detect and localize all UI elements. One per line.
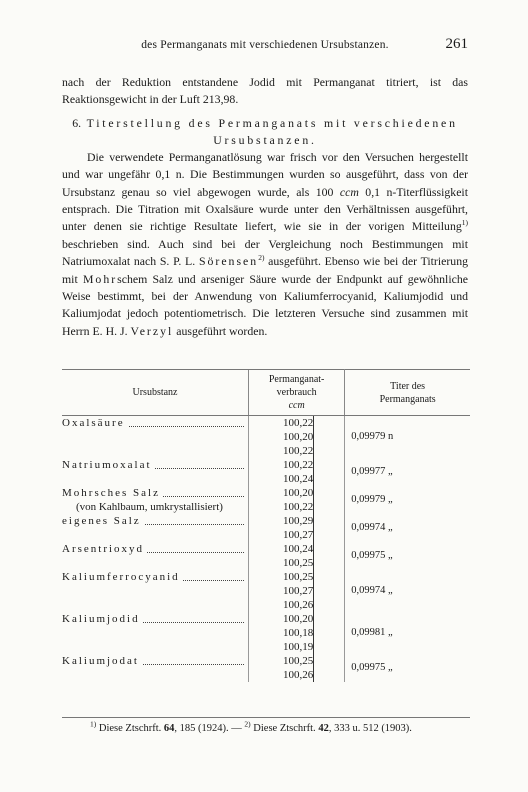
footnotes	[90, 719, 412, 736]
value-cell: 100,25	[283, 655, 314, 667]
paragraph-main	[62, 149, 468, 340]
unit-ccm: ccm	[339, 184, 359, 199]
titer-cell: 0,09979 n	[351, 431, 394, 442]
table-row	[62, 458, 470, 486]
value-cell: 100,24	[283, 473, 314, 485]
table-row	[62, 514, 470, 542]
value-cell: 100,27	[283, 585, 314, 597]
value-group	[249, 612, 314, 654]
footnote-2-rest: , 333 u. 512 (1903).	[328, 723, 412, 734]
table-row	[62, 486, 470, 514]
section-heading	[62, 115, 468, 132]
value-cell: 100,18	[283, 627, 314, 639]
header-unit: ccm	[288, 400, 305, 411]
text-run: ausgeführt. Ebenso wie bei der Titrierung mit	[62, 254, 468, 286]
footnote-1-volume: 64	[163, 723, 175, 734]
text-run: Die verwendete Permanganatlösung war frisch vor den Versuchen hergestellt und war ungefähr 0,1 n. Die Bestimmungen wurden so ausgeführt, dass von der Ursubstanz genau so viel abgewogen wurde, als	[62, 149, 468, 199]
text-run: schem Salz und arseniger Säure wurde der Endpunkt auf gewöhnliche Weise bestimmt, bei der Anwendung von Kaliumferrocyanid, Kaliumjodid und Kaliumjodat jedoch potentiometrisch. Die letzteren Versuche sind zusammen mit Herrn E. H. J.	[62, 271, 468, 338]
section-heading-line1: Titerstellung des Permanganats mit verschiedenen	[86, 115, 458, 130]
header-titer: Titer des Permanganats	[345, 370, 470, 416]
author-name: Sörensen	[198, 254, 259, 269]
substance-name: Oxalsäure	[62, 416, 248, 430]
footnote-ref-2[interactable]: 2)	[258, 253, 265, 263]
footnote-mark-2: 2)	[244, 719, 251, 729]
footnote-2-text: Diese Ztschrft.	[253, 723, 316, 734]
table-header-row	[62, 370, 470, 416]
footnote-ref-1[interactable]: 1)	[461, 218, 468, 228]
value-group	[249, 570, 314, 612]
footnote-mark-1: 1)	[90, 719, 97, 729]
substance-name: eigenes Salz	[62, 514, 248, 528]
value-group	[249, 514, 314, 542]
page-number: 261	[445, 36, 468, 52]
titer-cell: 0,09975 „	[351, 662, 393, 673]
value-cell: 100,20	[283, 431, 314, 443]
substance-name: Kaliumferrocyanid	[62, 570, 248, 584]
value-cell: 100,22	[283, 501, 314, 513]
results-table	[62, 369, 470, 682]
footnote-separator: —	[231, 723, 242, 734]
value-cell: 100,25	[283, 571, 314, 583]
value-cell: 100,26	[283, 599, 314, 611]
footnote-1-rest: , 185 (1924).	[174, 723, 229, 734]
value-cell: 100,20	[283, 487, 314, 499]
text-run: beschrieben sind. Auch sind bei der Vergleichung noch Bestimmungen mit Natriumoxalat nach S. P. L.	[62, 236, 468, 269]
running-title: des Permanganats mit verschiedenen Ursubstanzen.	[141, 39, 389, 51]
value-cell: 100,22	[283, 445, 314, 457]
titer-cell: 0,09974 „	[351, 522, 393, 533]
substance-name: Natriumoxalat	[62, 458, 248, 472]
author-name: Mohr	[82, 271, 118, 286]
value-cell: 100,22	[283, 459, 314, 471]
titer-cell: 0,09979 „	[351, 494, 393, 505]
value-cell: 100,29	[283, 515, 314, 527]
substance-name: Mohrsches Salz	[62, 486, 248, 500]
table-row	[62, 570, 470, 612]
table-row	[62, 654, 470, 682]
value-group	[249, 654, 314, 682]
value-cell: 100,22	[283, 417, 314, 429]
value-cell: 100,19	[283, 641, 314, 653]
substance-name: Kaliumjodid	[62, 612, 248, 626]
header-verbrauch	[249, 370, 345, 416]
table-row	[62, 612, 470, 654]
value-cell: 100,27	[283, 529, 314, 541]
section-number: 6.	[72, 115, 82, 130]
table-body	[62, 416, 470, 683]
text-run: ausgeführt worden.	[173, 323, 268, 338]
value-group	[249, 416, 314, 458]
titer-cell: 0,09977 „	[351, 466, 393, 477]
table-row	[62, 416, 470, 459]
text-run: 100	[315, 184, 334, 199]
value-cell: 100,26	[283, 669, 314, 681]
footnote-1-text: Diese Ztschrft.	[98, 723, 162, 734]
titer-cell: 0,09975 „	[351, 550, 393, 561]
text-run: 0,1 n-Titerflüssigkeit entsprach. Die Titration mit Oxalsäure wurde unter den Verhältnissen ausgeführt, unter denen sie richtige Resultate liefert, wie sie in der vorigen Mitteilung	[62, 184, 468, 234]
titer-cell: 0,09981 „	[351, 627, 393, 638]
substance-note: (von Kahlbaum, umkrystallisiert)	[62, 500, 248, 514]
value-group	[249, 458, 314, 486]
value-cell: 100,24	[283, 543, 314, 555]
titer-cell: 0,09974 „	[351, 585, 393, 596]
value-group	[249, 542, 314, 570]
header-verbrauch-label: Permanganat-verbrauch	[268, 374, 325, 398]
author-name: Verzyl	[130, 323, 174, 338]
value-group	[249, 486, 314, 514]
value-cell: 100,20	[283, 613, 314, 625]
footnote-2-volume: 42	[318, 723, 329, 734]
table-bottom-rule	[62, 717, 470, 718]
substance-name: Kaliumjodat	[62, 654, 248, 668]
section-heading-line2: Ursubstanzen.	[213, 132, 317, 147]
header-ursubstanz: Ursubstanz	[62, 370, 249, 416]
body-text	[62, 74, 468, 340]
paragraph-continuation: nach der Reduktion entstandene Jodid mit Permanganat titriert, ist das Reaktionsgewicht in der Luft 213,98.	[62, 75, 468, 107]
running-header	[62, 36, 468, 55]
table-row	[62, 542, 470, 570]
value-cell: 100,25	[283, 557, 314, 569]
substance-name: Arsentrioxyd	[62, 542, 248, 556]
